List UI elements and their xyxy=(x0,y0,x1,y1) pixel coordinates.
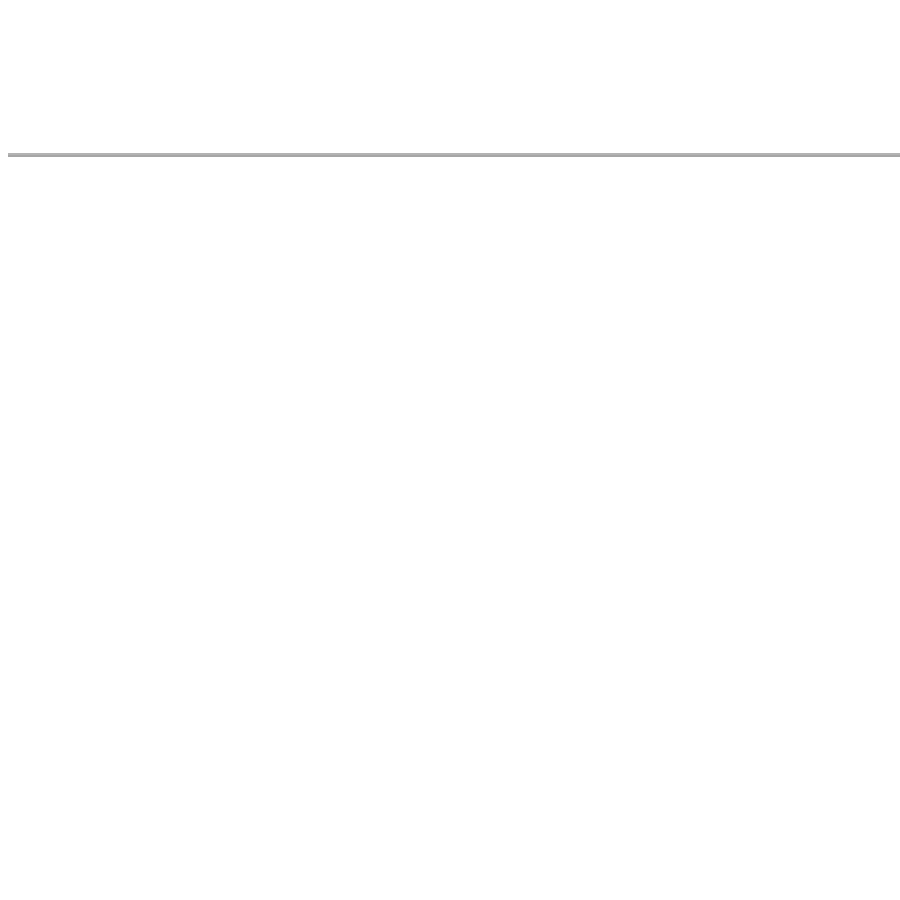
table-body xyxy=(8,153,900,157)
performance-table xyxy=(8,153,900,157)
nozzle-headers xyxy=(0,88,900,148)
